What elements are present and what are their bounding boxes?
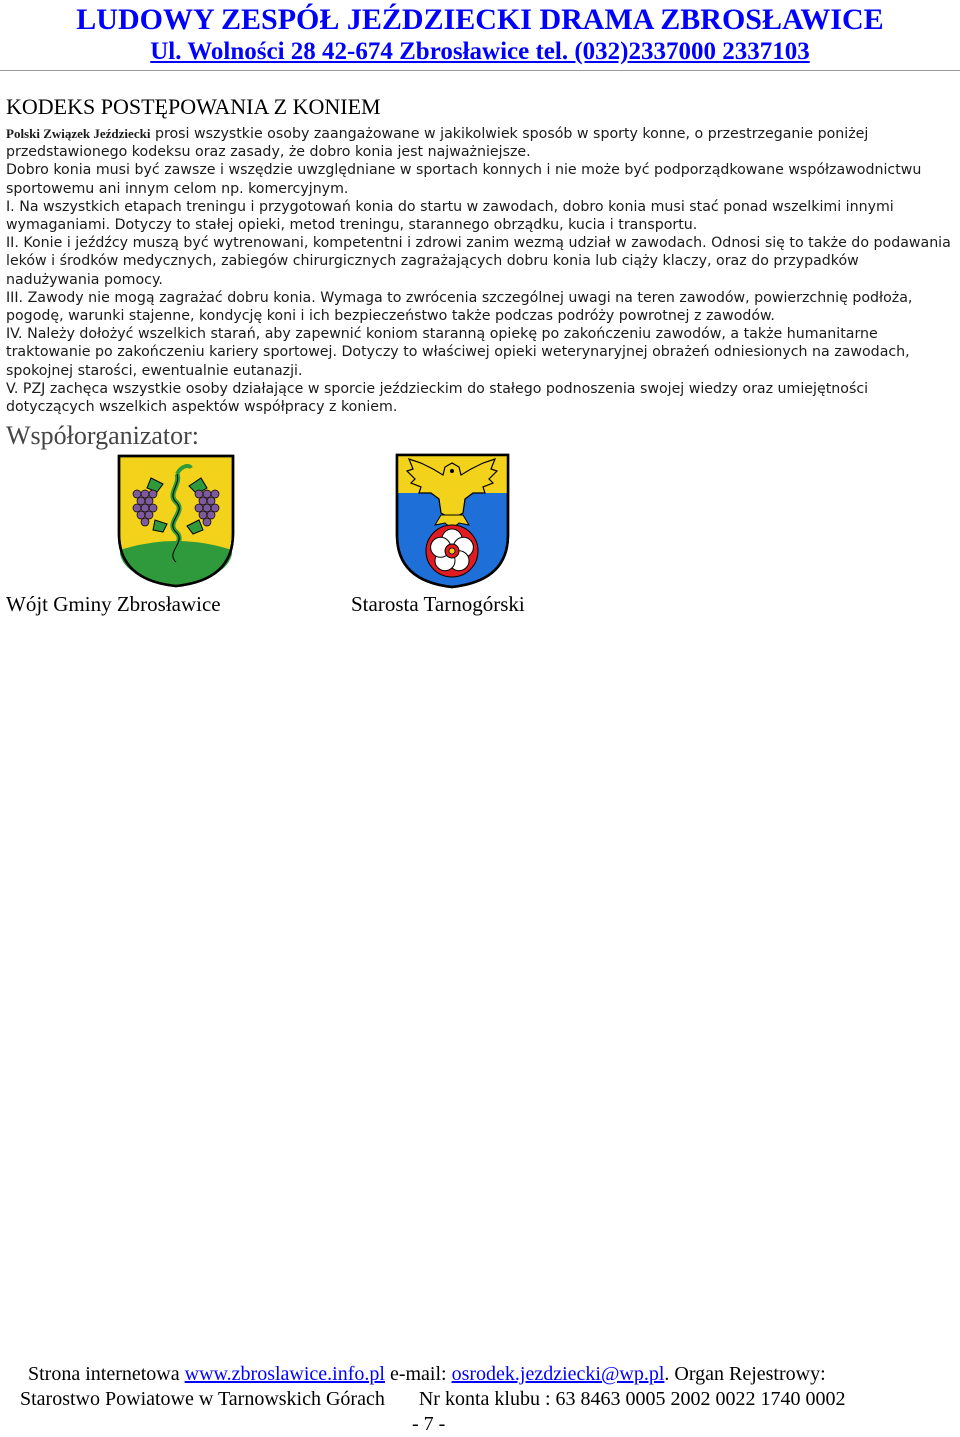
email-link[interactable]: osrodek.jezdziecki@wp.pl [451, 1363, 665, 1385]
footer-line-2 [20, 1387, 846, 1412]
caption-wojt: Wójt Gminy Zbrosławice [6, 592, 221, 616]
website-prefix: Strona internetowa [28, 1363, 185, 1385]
registry-label: . Organ Rejestrowy: [664, 1363, 826, 1385]
registry-office: Starostwo Powiatowe w Tarnowskich Górach [20, 1388, 385, 1410]
page-number: - 7 - [412, 1413, 446, 1435]
pzj-name: Polski Związek Jeździecki [6, 126, 151, 141]
intro-text: prosi wszystkie osoby zaangażowane w jakikolwiek sposób w sporty konne, o przestrzeganie poniżej przedstawionego kodeksu oraz zasady, że dobro konia jest najważniejsze. [6, 126, 869, 161]
code-paragraph-2: II. Konie i jeźdźcy muszą być wytrenowani, kompetentni i zdrowi zanim wezmą udział w zawodach. Odnosi się to także do podawania leków i środków medycznych, zabiegów chirurgicznych zagrażających dobru konia lub ciąży klaczy, oraz do przypadków nadużywania pomocy. [6, 235, 951, 288]
code-paragraph-3: III. Zawody nie mogą zagrażać dobru konia. Wymaga to zwrócenia szczególnej uwagi na teren zawodów, powierzchnię podłoża, pogodę, warunki stajenne, kondycję koni i ich bezpieczeństwo także podczas podróży powrotnej z zawodów. [6, 289, 913, 325]
club-address: Ul. Wolności 28 42-674 Zbrosławice tel. (032)2337000 2337103 [150, 38, 810, 65]
code-paragraph-0: Dobro konia musi być zawsze i wszędzie uwzględniane w sportach konnych i nie może być podporządkowane współzawodnictwu sportowemu ani innym celom np. komercyjnym. [6, 162, 922, 197]
code-title: KODEKS POSTĘPOWANIA Z KONIEM [6, 94, 381, 119]
zbroslawice-coat-of-arms-icon [117, 454, 235, 588]
club-name: LUDOWY ZESPÓŁ JEŹDZIECKI DRAMA ZBROSŁAWICE [76, 3, 884, 36]
code-paragraph-4: IV. Należy dołożyć wszelkich starań, aby zapewnić koniom staranną opiekę po zakończeniu zawodów, a także humanitarne traktowanie po zakończeniu kariery sportowej. Dotyczy to właściwej opieki weterynaryjnej obrażeń odniesionych na zawodach, spokojnej starości, ewentualnie eutanazji. [6, 326, 910, 379]
email-prefix: e-mail: [384, 1363, 452, 1385]
tarnogorski-coat-of-arms-icon [395, 453, 510, 589]
coorganizer-label: Współorganizator: [6, 421, 200, 450]
intro-paragraph [6, 125, 954, 161]
letterhead [0, 0, 960, 71]
footer-line-1 [28, 1362, 826, 1387]
website-link[interactable]: www.zbroslawice.info.pl [184, 1363, 385, 1385]
code-paragraph-5: V. PZJ zachęca wszystkie osoby działające w sporcie jeździeckim do stałego podnoszenia swojej wiedzy oraz umiejętności dotyczących wszelkich aspektów współpracy z koniem. [6, 380, 869, 416]
bank-account: Nr konta klubu : 63 8463 0005 2002 0022 1740 0002 [418, 1388, 846, 1410]
caption-starosta: Starosta Tarnogórski [351, 592, 525, 616]
code-body [6, 125, 954, 416]
code-paragraph-1: I. Na wszystkich etapach treningu i przygotowań konia do startu w zawodach, dobro konia musi stać ponad wszelkimi innymi wymaganiami. Dotyczy to stałej opieki, metod treningu, starannego obrządku, kucia i transportu. [6, 198, 894, 234]
